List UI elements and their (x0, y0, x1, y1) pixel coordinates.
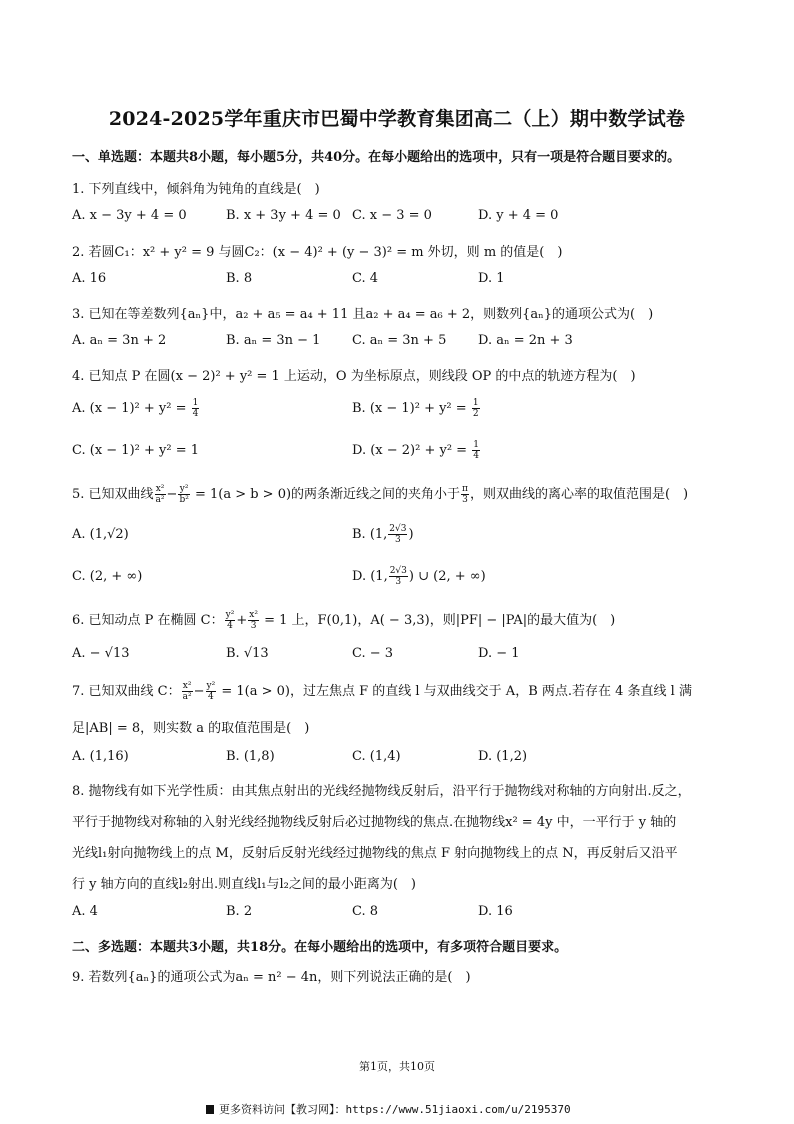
question-2-option-b: B. 8 (226, 271, 253, 286)
fraction-y2-over-4 (206, 681, 217, 702)
plus-sign: + (236, 613, 248, 628)
section-heading-single-choice: 一、单选题：本题共8小题，每小题5分，共40分。在每小题给出的选项中，只有一项是符合题目要求的。 (72, 150, 681, 165)
question-5-stem-start: 5. 已知双曲线 (72, 487, 154, 502)
fraction-x2-over-a2 (155, 484, 166, 505)
question-5-stem (72, 483, 762, 505)
fraction-numerator: π (462, 484, 468, 494)
question-6-stem-end: = 1 上，F(0,1)，A( − 3,3)，则|PF| − |PA|的最大值为( ) (259, 613, 616, 628)
option-text: ) ∪ (2, + ∞) (408, 569, 486, 584)
question-8-line-3: 光线l₁射向抛物线上的点 M，反射后反射光线经过抛物线的焦点 F 射向抛物线上的点 N，再反射后又沿平 (72, 846, 678, 861)
question-7-option-a: A. (1,16) (72, 749, 129, 764)
question-1-option-a: A. x − 3y + 4 = 0 (72, 208, 187, 223)
question-5-option-b (352, 524, 414, 545)
fraction-numerator: 2√3 (389, 524, 407, 534)
question-5-stem-end: ，则双曲线的离心率的取值范围是( ) (469, 487, 689, 502)
question-6-option-d: D. − 1 (478, 646, 520, 661)
fraction-y2-over-b2 (178, 484, 189, 505)
fraction-one-fourth (472, 440, 480, 461)
question-1-option-b: B. x + 3y + 4 = 0 (226, 208, 341, 223)
fraction-x2-over-3 (248, 610, 259, 631)
option-text: ) (408, 527, 414, 542)
question-4-stem: 4. 已知点 P 在圆(x − 2)² + y² = 1 上运动，O 为坐标原点，则线段 OP 的中点的轨迹方程为( ) (72, 369, 636, 384)
promo-banner (206, 1101, 571, 1117)
fraction-numerator: 1 (473, 440, 479, 450)
option-text: D. (1, (352, 569, 388, 584)
question-1-stem: 1. 下列直线中，倾斜角为钝角的直线是( ) (72, 182, 320, 197)
question-1-option-c: C. x − 3 = 0 (352, 208, 432, 223)
fraction-2root3-over-3 (388, 524, 407, 545)
fraction-denominator: 4 (192, 409, 199, 419)
fraction-y2-over-4 (225, 610, 236, 631)
fraction-one-fourth (192, 398, 200, 419)
fraction-x2-over-a2 (182, 681, 193, 702)
question-8-line-2: 平行于抛物线对称轴的入射光线经抛物线反射后必过抛物线的焦点.在抛物线x² = 4y 中，一平行于 y 轴的 (72, 815, 677, 830)
question-4-option-b (352, 398, 481, 419)
question-9-stem: 9. 若数列{aₙ}的通项公式为aₙ = n² − 4n，则下列说法正确的是( ) (72, 970, 471, 985)
question-6-option-b: B. √13 (226, 646, 269, 661)
question-4-option-c: C. (x − 1)² + y² = 1 (72, 443, 200, 458)
question-5-option-c: C. (2, + ∞) (72, 569, 143, 584)
fraction-denominator: 2 (472, 409, 479, 419)
fraction-numerator: 1 (192, 398, 199, 408)
question-4-option-b-text: B. (x − 1)² + y² = (352, 401, 467, 416)
question-3-option-d: D. aₙ = 2n + 3 (478, 333, 573, 348)
minus-sign: − (166, 487, 178, 502)
question-6-option-a: A. − √13 (72, 646, 130, 661)
fraction-pi-over-3 (461, 484, 469, 505)
fraction-denominator: a² (182, 692, 192, 702)
question-2-option-d: D. 1 (478, 271, 505, 286)
question-5-option-a: A. (1,√2) (72, 527, 129, 542)
question-3-option-b: B. aₙ = 3n − 1 (226, 333, 321, 348)
fraction-numerator: y² (225, 610, 235, 620)
question-2-stem: 2. 若圆C₁：x² + y² = 9 与圆C₂：(x − 4)² + (y − 3)² = m 外切，则 m 的值是( ) (72, 245, 563, 260)
fraction-denominator: 4 (227, 621, 233, 631)
fraction-numerator: 1 (472, 398, 479, 408)
question-6-stem (72, 609, 762, 631)
fraction-denominator: 3 (250, 621, 257, 631)
fraction-numerator: y² (206, 681, 216, 691)
option-text: B. (1, (352, 527, 388, 542)
minus-sign: − (193, 684, 205, 699)
question-6-option-c: C. − 3 (352, 646, 394, 661)
question-8-option-b: B. 2 (226, 904, 253, 919)
page-number-footer: 第1页，共10页 (359, 1060, 435, 1073)
question-2-option-a: A. 16 (72, 271, 107, 286)
fraction-numerator: 2√3 (389, 566, 407, 576)
question-5-stem-middle: = 1(a > b > 0)的两条渐近线之间的夹角小于 (190, 487, 461, 502)
question-7-stem-end: = 1(a > 0)，过左焦点 F 的直线 l 与双曲线交于 A，B 两点.若存在 4 条直线 l 满 (217, 684, 692, 699)
fraction-denominator: 3 (395, 535, 401, 545)
question-7-stem-line2: 足|AB| = 8，则实数 a 的取值范围是( ) (72, 721, 310, 736)
fraction-2root3-over-3 (389, 566, 408, 587)
fraction-one-half (472, 398, 480, 419)
question-2-option-c: C. 4 (352, 271, 379, 286)
flag-icon (206, 1105, 214, 1114)
question-7-stem (72, 680, 762, 702)
fraction-denominator: b² (179, 495, 189, 505)
fraction-denominator: 3 (462, 495, 468, 505)
question-8-line-1: 8. 抛物线有如下光学性质：由其焦点射出的光线经抛物线反射后，沿平行于抛物线对称轴的方向射出.反之， (72, 784, 691, 799)
question-5-option-d (352, 566, 486, 587)
fraction-numerator: x² (182, 681, 192, 691)
question-3-stem: 3. 已知在等差数列{aₙ}中，a₂ + a₅ = a₄ + 11 且a₂ + a₄ = a₆ + 2，则数列{aₙ}的通项公式为( ) (72, 307, 654, 322)
question-7-stem-start: 7. 已知双曲线 C： (72, 684, 181, 699)
fraction-numerator: x² (249, 610, 258, 620)
fraction-denominator: 4 (473, 451, 479, 461)
fraction-denominator: a² (155, 495, 165, 505)
question-8-option-d: D. 16 (478, 904, 513, 919)
question-8-option-a: A. 4 (72, 904, 98, 919)
question-4-option-d (352, 440, 481, 461)
question-3-option-c: C. aₙ = 3n + 5 (352, 333, 447, 348)
question-8-line-4: 行 y 轴方向的直线l₂射出.则直线l₁与l₂之间的最小距离为( ) (72, 877, 416, 892)
fraction-numerator: x² (155, 484, 165, 494)
page-title: 2024-2025学年重庆市巴蜀中学教育集团高二（上）期中数学试卷 (108, 108, 686, 130)
question-4-option-a-text: A. (x − 1)² + y² = (72, 401, 187, 416)
question-7-option-c: C. (1,4) (352, 749, 401, 764)
question-6-stem-start: 6. 已知动点 P 在椭圆 C： (72, 613, 224, 628)
promo-banner-text: 更多资料访问【教习网】：https://www.51jiaoxi.com/u/2195370 (219, 1103, 571, 1116)
question-4-option-d-text: D. (x − 2)² + y² = (352, 443, 468, 458)
question-4-option-a (72, 398, 200, 419)
question-7-option-b: B. (1,8) (226, 749, 275, 764)
fraction-denominator: 3 (395, 577, 402, 587)
fraction-numerator: y² (179, 484, 189, 494)
question-7-option-d: D. (1,2) (478, 749, 528, 764)
question-1-option-d: D. y + 4 = 0 (478, 208, 559, 223)
question-3-option-a: A. aₙ = 3n + 2 (72, 333, 167, 348)
question-8-option-c: C. 8 (352, 904, 379, 919)
section-heading-multiple-choice: 二、多选题：本题共3小题，共18分。在每小题给出的选项中，有多项符合题目要求。 (72, 940, 568, 955)
fraction-denominator: 4 (208, 692, 214, 702)
